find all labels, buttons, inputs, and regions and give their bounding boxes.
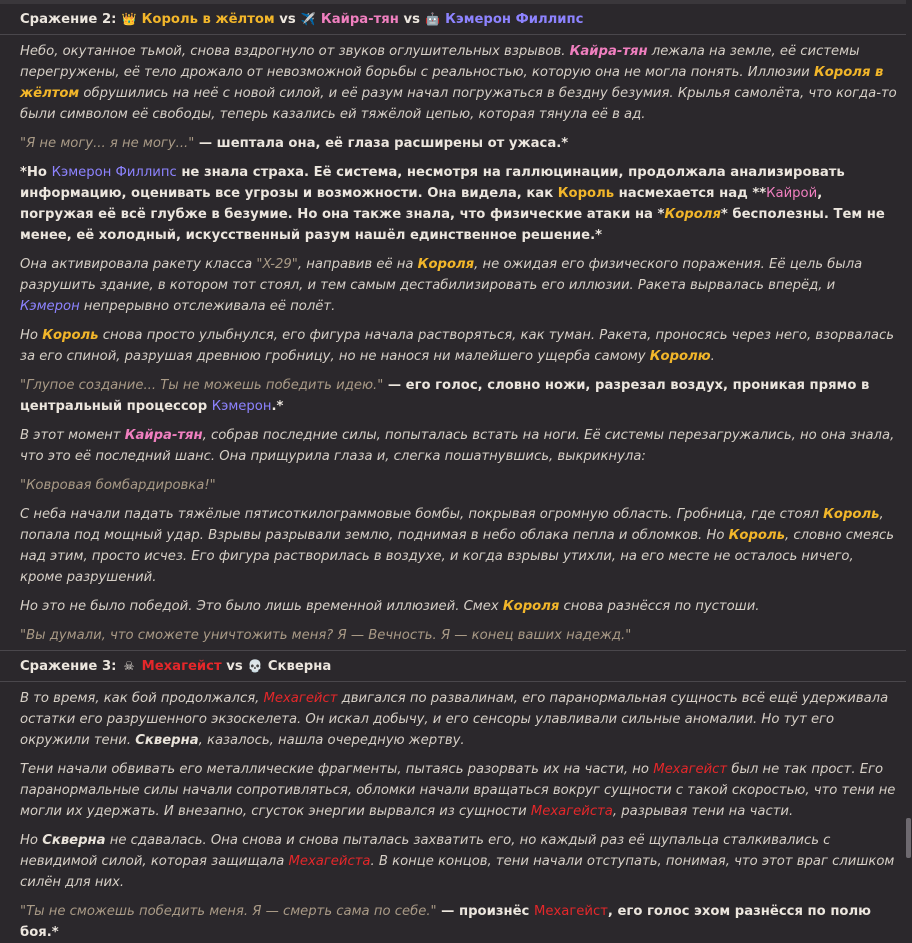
fighter-skverna: Скверна — [267, 659, 332, 674]
paragraph: Тени начали обвивать его металлические фрагменты, пытаясь разорвать их на части, но Мехагейст был не так прост. Его паранормальные силы начали сопротивляться, обломки начали вращаться вокруг сущности с такой скоростью, что тени не могли их удержать. И внезапно, сгусток энергии вырвался из сущности Мехагейста, разрывая тени на части. — [20, 762, 896, 819]
paragraph: "Глупое создание... Ты не можешь победить идею." — его голос, словно ножи, разрезал воздух, проникая прямо в центральный процессор Кэмерон.* — [20, 378, 870, 414]
vs-text: vs — [403, 12, 420, 27]
paragraph: Но Король снова просто улыбнулся, его фигура начала растворяться, как туман. Ракета, проносясь через него, взорвалась за его спиной, разрушая древнюю гробницу, но не нанося ни малейшего ущерба самому Королю. — [20, 328, 894, 364]
battle-label: Сражение 3: — [20, 659, 117, 674]
paragraph: Но Скверна не сдавалась. Она снова и снова пыталась захватить его, но каждый раз её щупальца сталкивались с невидимой силой, которая защищала Мехагейста. В конце концов, тени начали отступать, понимая, что этот враг слишком силён для них. — [20, 833, 895, 890]
paragraph: *Но Кэмерон Филлипс не знала страха. Её система, несмотря на галлюцинации, продолжала анализировать информацию, оценивать все угрозы и возможности. Она видела, как Король насмехается над **Кайрой, погружая её всё глубже в безумие. Но она также знала, что физические атаки на *Короля* бесполезны. Тем не менее, её холодный, искусственный разум нашёл единственное решение.* — [20, 165, 885, 243]
fighter-kaira: Кайра-тян — [320, 12, 399, 27]
vs-text: vs — [279, 12, 296, 27]
robot-icon: 🤖 — [425, 12, 440, 26]
airplane-icon: ✈️ — [300, 12, 316, 26]
scrollbar-track[interactable] — [906, 0, 912, 893]
battle-2-header — [20, 6, 898, 32]
paragraph: "Ты не сможешь победить меня. Я — смерть сама по себе." — произнёс Мехагейст, его голос эхом разнёсся по полю боя.* — [20, 904, 871, 940]
paragraph: В то время, как бой продолжался, Мехагейст двигался по развалинам, его паранормальная сущность всё ещё удерживала остатки его разрушенного экзоскелета. Он искал добычу, и его сенсоры улавливали сильные аномалии. Но тут его окружили тени. Скверна, казалось, нашла очередную жертву. — [20, 691, 889, 748]
vs-text: vs — [226, 659, 243, 674]
paragraph: Небо, окутанное тьмой, снова вздрогнуло от звуков оглушительных взрывов. Кайра-тян лежала на земле, её системы перегружены, её тело дрожало от невозможной борьбы с реальностью, которую она не могла понять. Иллюзии Короля в жёлтом обрушились на неё с новой силой, и её разум начал погружаться в бездну безумия. Крылья самолёта, что когда-то были символом её свободы, теперь казались ей тяжёлой цепью, которая тянула её в ад. — [20, 44, 897, 122]
divider — [0, 650, 912, 651]
battle-label: Сражение 2: — [20, 12, 117, 27]
paragraph: Она активировала ракету класса "X-29", направив её на Короля, не ожидая его физического поражения. Её цель была разрушить здание, в котором тот стоял, и тем самым дестабилизировать его иллюзии. Ракета вырвалась вперёд, и Кэмерон непрерывно отслеживала её полёт. — [20, 257, 863, 314]
paragraph: В этот момент Кайра-тян, собрав последние силы, попыталась встать на ноги. Её системы перезагружались, но она знала, что это её последний шанс. Она прищурила глаза и, слегка пошатнувшись, выкрикнула: — [20, 428, 895, 464]
paragraph: "Вы думали, что сможете уничтожить меня? Я — Вечность. Я — конец ваших надежд." — [20, 628, 632, 643]
fighter-cameron: Кэмерон Филлипс — [445, 12, 584, 27]
battle-3-header — [20, 653, 898, 679]
fighter-king: Король в жёлтом — [141, 12, 275, 27]
crown-icon: 👑 — [121, 12, 137, 26]
paragraph: С неба начали падать тяжёлые пятисоткилограммовые бомбы, покрывая огромную область. Гробница, где стоял Король, попала под мощный удар. Взрывы разрывали землю, поднимая в небо облака пепла и обломков. Но Король, словно смеясь над этим, просто исчез. Его фигура растворилась в воздухе, и когда взрывы утихли, на его месте не осталось ничего, кроме разрушений. — [20, 507, 895, 585]
skull-icon: 💀 — [247, 659, 263, 673]
paragraph: "Я не могу... я не могу..." — шептала она, её глаза расширены от ужаса.* — [20, 136, 569, 151]
skull-crossbones-icon: ☠ — [123, 659, 135, 673]
paragraph: Но это не было победой. Это было лишь временной иллюзией. Смех Короля снова разнёсся по пустоши. — [20, 599, 760, 614]
paragraph: "Ковровая бомбардировка!" — [20, 478, 216, 493]
fighter-mechageist: Мехагейст — [141, 659, 222, 674]
scrollbar-thumb[interactable] — [906, 818, 911, 858]
